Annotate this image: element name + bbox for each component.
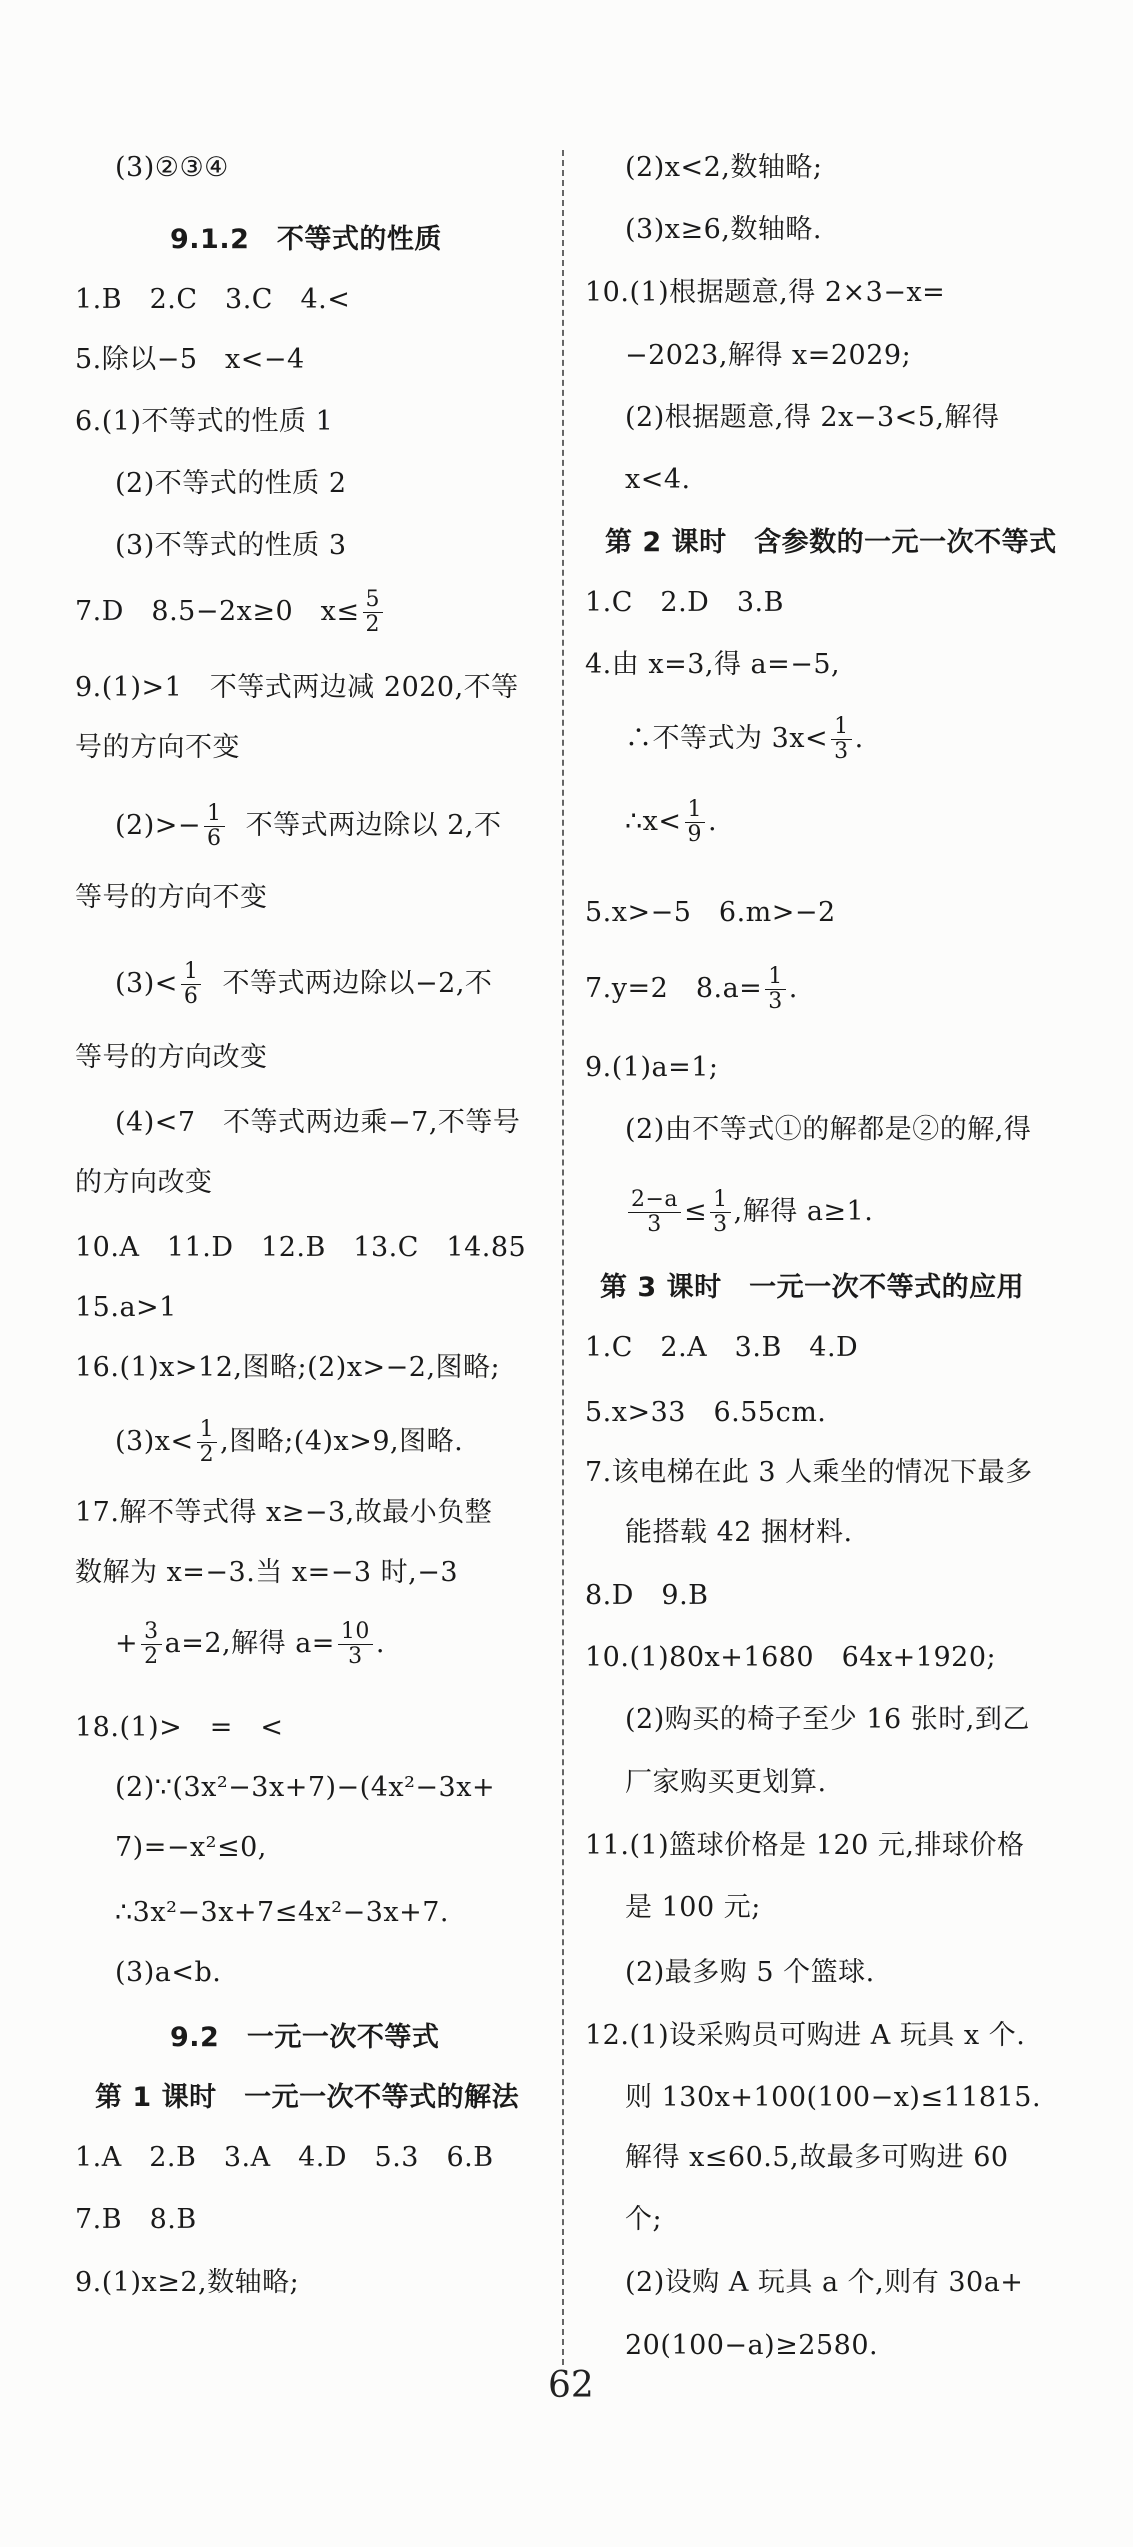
answer-line: 5.除以−5 x<−4	[75, 344, 305, 375]
denominator: 9	[687, 822, 703, 847]
answer-line: 的方向改变	[75, 1167, 213, 1198]
numerator: 1	[181, 960, 202, 985]
answer-line: 5.x>33 6.55cm.	[585, 1397, 827, 1428]
answer-line	[625, 1188, 873, 1237]
denominator: 2	[144, 1644, 159, 1669]
answer-line: (4)<7 不等式两边乘−7,不等号	[115, 1107, 521, 1138]
fraction	[197, 1418, 218, 1467]
answer-line: 等号的方向改变	[75, 1042, 268, 1073]
section-heading: 9.1.2 不等式的性质	[170, 224, 442, 255]
fraction	[141, 1620, 162, 1669]
answer-line: 4.由 x=3,得 a=−5,	[585, 649, 841, 680]
answer-line: 1.C 2.D 3.B	[585, 587, 784, 618]
answer-line: 18.(1)> = <	[75, 1712, 284, 1743]
answer-line: 17.解不等式得 x≥−3,故最小负整	[75, 1497, 493, 1528]
answer-text: +	[115, 1628, 139, 1659]
answer-text: ∴x<	[625, 806, 682, 837]
answer-line: 7.B 8.B	[75, 2204, 197, 2235]
answer-line: 号的方向不变	[75, 732, 240, 763]
answer-line	[585, 965, 798, 1014]
column-divider	[562, 150, 564, 2365]
numerator: 1	[685, 798, 706, 823]
section-heading: 9.2 一元一次不等式	[170, 2022, 440, 2053]
answer-line: 10.A 11.D 12.B 13.C 14.85	[75, 1232, 527, 1263]
numerator: 3	[141, 1620, 162, 1645]
answer-line: 5.x>−5 6.m>−2	[585, 897, 836, 928]
answer-line: 1.B 2.C 3.C 4.<	[75, 284, 351, 315]
answer-text: 不等式两边除以 2,不	[245, 810, 502, 841]
answer-line: 9.(1)a=1;	[585, 1052, 719, 1083]
answer-text: (2)>−	[115, 810, 201, 841]
answer-line: 数解为 x=−3.当 x=−3 时,−3	[75, 1557, 459, 1588]
denominator: 2	[365, 612, 381, 637]
answer-line	[625, 798, 717, 847]
denominator: 3	[834, 739, 849, 764]
denominator: 3	[713, 1212, 728, 1237]
denominator: 3	[647, 1212, 662, 1237]
answer-line	[75, 588, 386, 637]
answer-text: 7.y=2 8.a=	[585, 973, 763, 1004]
answer-line	[115, 1418, 463, 1467]
answer-line: x<4.	[625, 464, 691, 495]
answer-line: 20(100−a)≥2580.	[625, 2330, 879, 2361]
denominator: 6	[207, 826, 222, 851]
answer-line: 10.(1)80x+1680 64x+1920;	[585, 1642, 997, 1673]
answer-text: .	[708, 806, 718, 837]
answer-text: .	[854, 723, 864, 754]
fraction	[765, 965, 786, 1014]
numerator: 1	[765, 965, 786, 990]
lesson-heading: 第 2 课时 含参数的一元一次不等式	[605, 527, 1057, 558]
answer-text: ,解得 a≥1.	[733, 1196, 874, 1227]
numerator: 10	[338, 1620, 373, 1645]
answer-line: (3)x≥6,数轴略.	[625, 214, 822, 245]
answer-line: 10.(1)根据题意,得 2×3−x=	[585, 277, 946, 308]
answer-line: 12.(1)设采购员可购进 A 玩具 x 个.	[585, 2020, 1026, 2051]
lesson-heading: 第 1 课时 一元一次不等式的解法	[95, 2082, 520, 2113]
numerator: 2−a	[628, 1188, 681, 1213]
answer-line: (2)∵(3x²−3x+7)−(4x²−3x+	[115, 1772, 496, 1803]
numerator: 1	[197, 1418, 218, 1443]
answer-line: (3)不等式的性质 3	[115, 530, 347, 561]
answer-line: (2)不等式的性质 2	[115, 468, 347, 499]
answer-text: (3)x<	[115, 1426, 194, 1457]
answer-line: 8.D 9.B	[585, 1580, 709, 1611]
answer-line: (2)根据题意,得 2x−3<5,解得	[625, 402, 1000, 433]
answer-line: 15.a>1	[75, 1292, 177, 1323]
answer-line: (2)x<2,数轴略;	[625, 152, 823, 183]
fraction	[363, 588, 384, 637]
answer-text: ∴不等式为 3x<	[625, 723, 829, 754]
answer-text: .	[375, 1628, 386, 1659]
answer-line: (3)a<b.	[115, 1957, 222, 1988]
answer-line: (2)设购 A 玩具 a 个,则有 30a+	[625, 2267, 1024, 2298]
answer-line	[115, 802, 502, 851]
answer-line: ∴3x²−3x+7≤4x²−3x+7.	[115, 1897, 450, 1928]
answer-line: −2023,解得 x=2029;	[625, 340, 912, 371]
answer-line	[115, 960, 492, 1009]
numerator: 5	[363, 588, 384, 613]
answer-line: 9.(1)>1 不等式两边减 2020,不等	[75, 672, 519, 703]
answer-line: 个;	[625, 2204, 663, 2235]
answer-line: 9.(1)x≥2,数轴略;	[75, 2267, 300, 2298]
answer-text: 不等式两边除以−2,不	[222, 968, 493, 999]
answer-line: 厂家购买更划算.	[625, 1767, 827, 1798]
answer-line: 7)=−x²≤0,	[115, 1832, 267, 1863]
numerator: 1	[204, 802, 225, 827]
fraction	[685, 798, 706, 847]
answer-line: 11.(1)篮球价格是 120 元,排球价格	[585, 1830, 1025, 1861]
answer-text: (3)<	[115, 968, 178, 999]
fraction	[338, 1620, 373, 1669]
denominator: 6	[183, 984, 199, 1009]
fraction	[628, 1188, 681, 1237]
answer-line: 6.(1)不等式的性质 1	[75, 406, 334, 437]
numerator: 1	[710, 1188, 731, 1213]
answer-line: 是 100 元;	[625, 1892, 761, 1923]
answer-line: 16.(1)x>12,图略;(2)x>−2,图略;	[75, 1352, 501, 1383]
answer-line: (3)②③④	[115, 152, 229, 183]
denominator: 2	[199, 1442, 215, 1467]
page-number: 62	[548, 2365, 594, 2406]
answer-text: ≤	[684, 1196, 708, 1227]
answer-text: 7.D 8.5−2x≥0 x≤	[75, 596, 360, 627]
fraction	[831, 715, 852, 764]
answer-line: 1.A 2.B 3.A 4.D 5.3 6.B	[75, 2142, 494, 2173]
answer-line: 则 130x+100(100−x)≤11815.	[625, 2082, 1042, 2113]
answer-line	[625, 715, 864, 764]
denominator: 3	[348, 1644, 363, 1669]
lesson-heading: 第 3 课时 一元一次不等式的应用	[600, 1272, 1025, 1303]
answer-line: 解得 x≤60.5,故最多可购进 60	[625, 2142, 1009, 2173]
fraction	[204, 802, 225, 851]
denominator: 3	[768, 989, 783, 1014]
answer-line: 7.该电梯在此 3 人乘坐的情况下最多	[585, 1457, 1033, 1488]
answer-text: a=2,解得 a=	[164, 1628, 335, 1659]
answer-line: 等号的方向不变	[75, 882, 268, 913]
answer-line: (2)由不等式①的解都是②的解,得	[625, 1114, 1032, 1145]
answer-text: ,图略;(4)x>9,图略.	[220, 1426, 464, 1457]
answer-line: (2)购买的椅子至少 16 张时,到乙	[625, 1704, 1030, 1735]
answer-line: 1.C 2.A 3.B 4.D	[585, 1332, 859, 1363]
answer-line	[115, 1620, 385, 1669]
fraction	[181, 960, 202, 1009]
numerator: 1	[831, 715, 852, 740]
answer-line: (2)最多购 5 个篮球.	[625, 1957, 875, 1988]
answer-text: .	[788, 973, 798, 1004]
fraction	[710, 1188, 731, 1237]
answer-line: 能搭载 42 捆材料.	[625, 1517, 853, 1548]
